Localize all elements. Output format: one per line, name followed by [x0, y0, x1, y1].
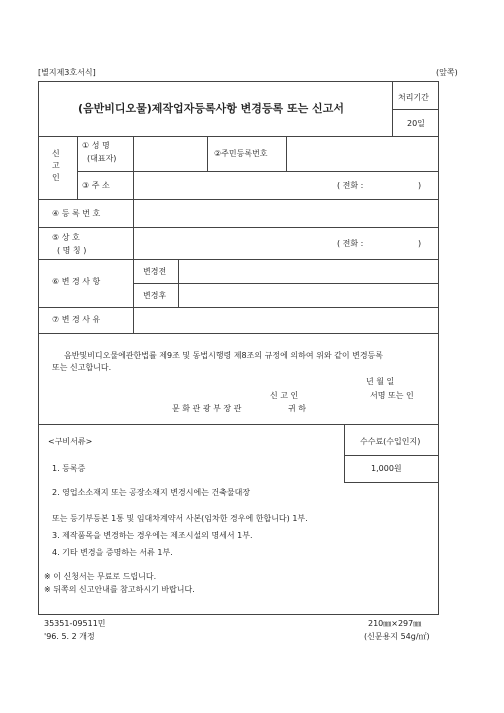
document-item: 또는 등기부등본 1통 및 임대차계약서 사본(임차한 경우에 한합니다) 1부. [52, 514, 308, 523]
applicant-group-char-2: 고 [52, 161, 60, 170]
revision-date: '96. 5. 2 개정 [44, 632, 95, 641]
document-item: 1. 등록증 [52, 464, 86, 473]
document-item: 2. 영업소소재지 또는 공장소재지 변경시에는 건축물대장 [52, 488, 251, 497]
declaration-line-2: 또는 신고합니다. [52, 363, 112, 372]
document-item: 4. 기타 변경을 증명하는 서류 1부. [52, 548, 173, 557]
document-item: 3. 제작품목을 변경하는 경우에는 제조시설의 명세서 1부. [52, 531, 253, 540]
address-label: ③ 주 소 [82, 181, 110, 190]
declaration-signature: 서명 또는 인 [370, 391, 414, 400]
declaration-applicant: 신 고 인 [270, 391, 299, 400]
trade-name-label: ⑤ 상 호 [52, 233, 80, 242]
period-value: 20일 [407, 119, 425, 128]
representative-label: (대표자) [87, 154, 117, 163]
address-phone-close: ) [418, 181, 422, 190]
form-label: [별지제3호서식] [38, 68, 96, 77]
registration-label: ④ 등 록 번 호 [52, 209, 101, 218]
changes-before-label: 변경전 [143, 267, 167, 276]
rrn-label: ②주민등록번호 [214, 149, 268, 158]
declaration-to: 귀 하 [288, 404, 306, 413]
address-phone-label: ( 전화 : [337, 181, 364, 190]
changes-after-label: 변경후 [143, 291, 167, 300]
note: ※ 뒤쪽의 신고안내를 참고하시기 바랍니다. [44, 585, 195, 594]
note: ※ 이 신청서는 무료로 드립니다. [44, 572, 157, 581]
applicant-group-char-1: 신 [52, 149, 60, 158]
fee-value: 1,000원 [371, 464, 402, 473]
form-code: 35351-09511민 [44, 619, 106, 628]
changes-label: ⑥ 변 경 사 항 [52, 277, 101, 286]
name-label: ① 성 명 [82, 141, 110, 150]
declaration-date: 년 월 일 [366, 377, 395, 386]
applicant-group-char-3: 인 [52, 173, 60, 182]
reason-label: ⑦ 변 경 사 유 [52, 315, 101, 324]
trade-phone-label: ( 전화 : [337, 239, 364, 248]
declaration-line-1: 음반및비디오물에관한법률 제9조 및 동법시행령 제8조의 규정에 의하여 위와 같이 변경등록 [64, 351, 383, 360]
side-label: (앞쪽) [436, 68, 458, 77]
declaration-recipient: 문 화 관 광 부 장 관 [172, 404, 242, 413]
documents-header: <구비서류> [48, 437, 93, 446]
paper-size: 210㎜×297㎜ [368, 619, 422, 628]
period-label: 처리기간 [398, 93, 429, 102]
trade-name-sublabel: ( 명 칭 ) [57, 246, 87, 255]
paper-type: (신문용지 54g/㎡) [364, 632, 430, 641]
form-title: (음반비디오물)제작업자등록사항 변경등록 또는 신고서 [78, 102, 344, 115]
trade-phone-close: ) [418, 239, 422, 248]
fee-header: 수수료(수입인지) [360, 437, 421, 446]
